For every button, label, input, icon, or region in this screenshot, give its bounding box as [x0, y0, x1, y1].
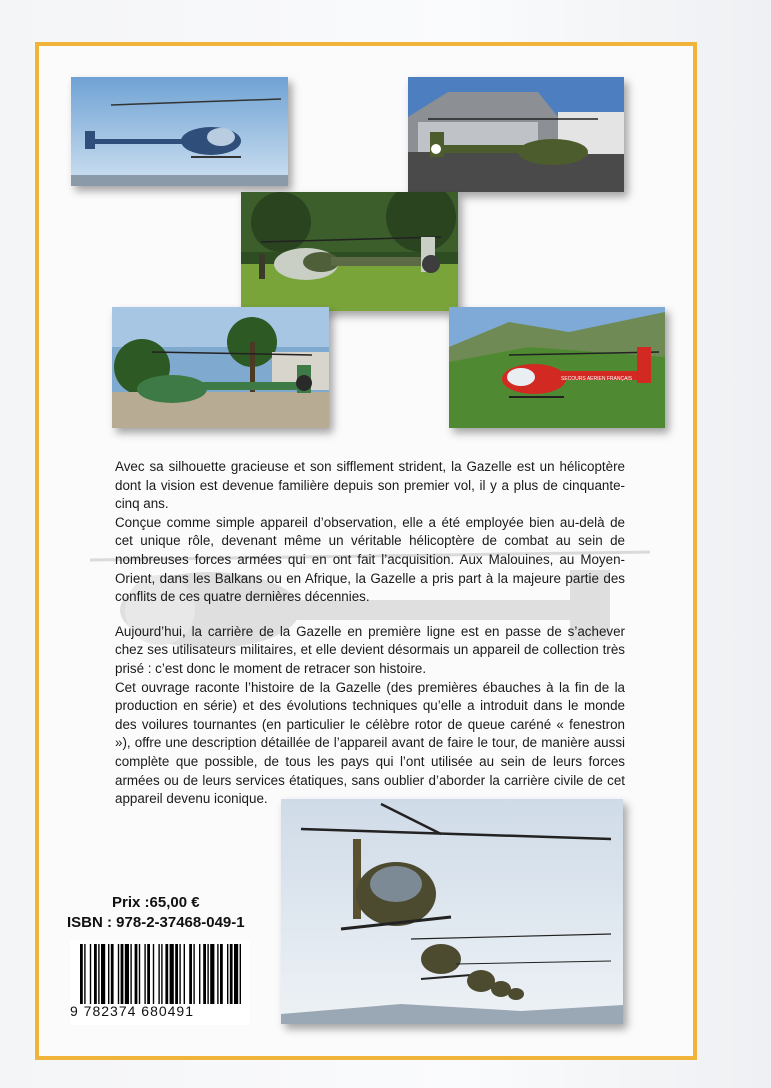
barcode-bar — [227, 944, 228, 1004]
barcode-bar — [135, 944, 138, 1004]
paragraph-book-content: Cet ouvrage raconte l’histoire de la Gazelle (des premières ébauches à la fin de la production en série) et des évolutions techniques qu’elle a introduit dans le monde des voilures tournantes (en particulier le célèbre rotor de queue caréné « fenestron »), offre une description détaillée de l’appareil avant de faire le tour, de manière aussi complète que possible, de tous les pays qui l’ont utilisée au sein de leurs forces armées ou de leurs services étatiques, sans oublier d’aborder la carrière civile de cet appareil devenu iconique. — [115, 679, 625, 807]
photo-gazelle-formation — [281, 799, 623, 1024]
barcode-bar — [184, 944, 185, 1004]
barcode-bar — [179, 944, 180, 1004]
barcode-bar — [90, 944, 91, 1004]
photo-gazelle-blue-sky — [71, 77, 288, 186]
book-isbn: ISBN : 978-2-37468-049-1 — [67, 914, 245, 931]
barcode-bar — [139, 944, 140, 1004]
barcode-bar — [147, 944, 150, 1004]
barcode-bar — [170, 944, 174, 1004]
barcode-bar — [80, 944, 83, 1004]
barcode-bar — [189, 944, 192, 1004]
barcode-bar — [240, 944, 241, 1004]
barcode-bar — [98, 944, 99, 1004]
barcode-bar — [101, 944, 105, 1004]
barcode-bar — [94, 944, 97, 1004]
photo-gazelle-camouflage-grass — [241, 192, 458, 311]
barcode-bar — [230, 944, 233, 1004]
barcode-bar — [144, 944, 145, 1004]
barcode-bar — [118, 944, 119, 1004]
barcode-bar — [203, 944, 206, 1004]
barcode-bar — [125, 944, 129, 1004]
photo-gazelle-green-palm — [112, 307, 329, 428]
barcode-bar — [111, 944, 114, 1004]
barcode-bar — [161, 944, 162, 1004]
paragraph-intro: Avec sa silhouette gracieuse et son sifflement strident, la Gazelle est un hélicoptère dont la vision est devenue familière depuis son premier vol, il y a plus de cinquante-cinq ans. — [115, 459, 625, 512]
barcode-number: 9 782374 680491 — [70, 1003, 194, 1019]
paragraph-today: Aujourd’hui, la carrière de la Gazelle en première ligne est en passe de s’achever chez ses utilisateurs militaires, et elle devient désormais un appareil de collection très prisé : c’est donc le moment de retracer son histoire. — [115, 623, 625, 676]
barcode-bar — [121, 944, 124, 1004]
barcode-bar — [158, 944, 159, 1004]
barcode-bar — [210, 944, 214, 1004]
photo-gazelle-red-mountains — [449, 307, 665, 428]
barcode-bar — [234, 944, 238, 1004]
book-price: Prix :65,00 € — [112, 894, 200, 911]
back-cover-description — [115, 458, 625, 809]
barcode-bar — [193, 944, 194, 1004]
barcode-bar — [220, 944, 223, 1004]
paragraph-role: Conçue comme simple appareil d’observation, elle a été employée bien au-delà de cet unique rôle, devenant même un véritable hélicoptère de combat au sein de nombreuses forces armées qui en ont fait l’acquisition. Aux Malouines, au Moyen-Orient, dans les Balkans ou en Afrique, la Gazelle a pris part à la majeure partie des conflits de ces quatre dernières décennies. — [115, 514, 625, 605]
photo-gazelle-hangar — [408, 77, 624, 192]
barcode-bar — [130, 944, 131, 1004]
barcode-bar — [108, 944, 109, 1004]
red-gazelle-livery-text: SECOURS AERIEN FRANÇAIS — [561, 376, 633, 382]
barcode-bar — [199, 944, 200, 1004]
barcode-bar — [175, 944, 178, 1004]
barcode-bar — [84, 944, 85, 1004]
barcode-bar — [207, 944, 208, 1004]
barcode-bar — [153, 944, 154, 1004]
barcode-bar — [217, 944, 218, 1004]
barcode-bar — [165, 944, 168, 1004]
